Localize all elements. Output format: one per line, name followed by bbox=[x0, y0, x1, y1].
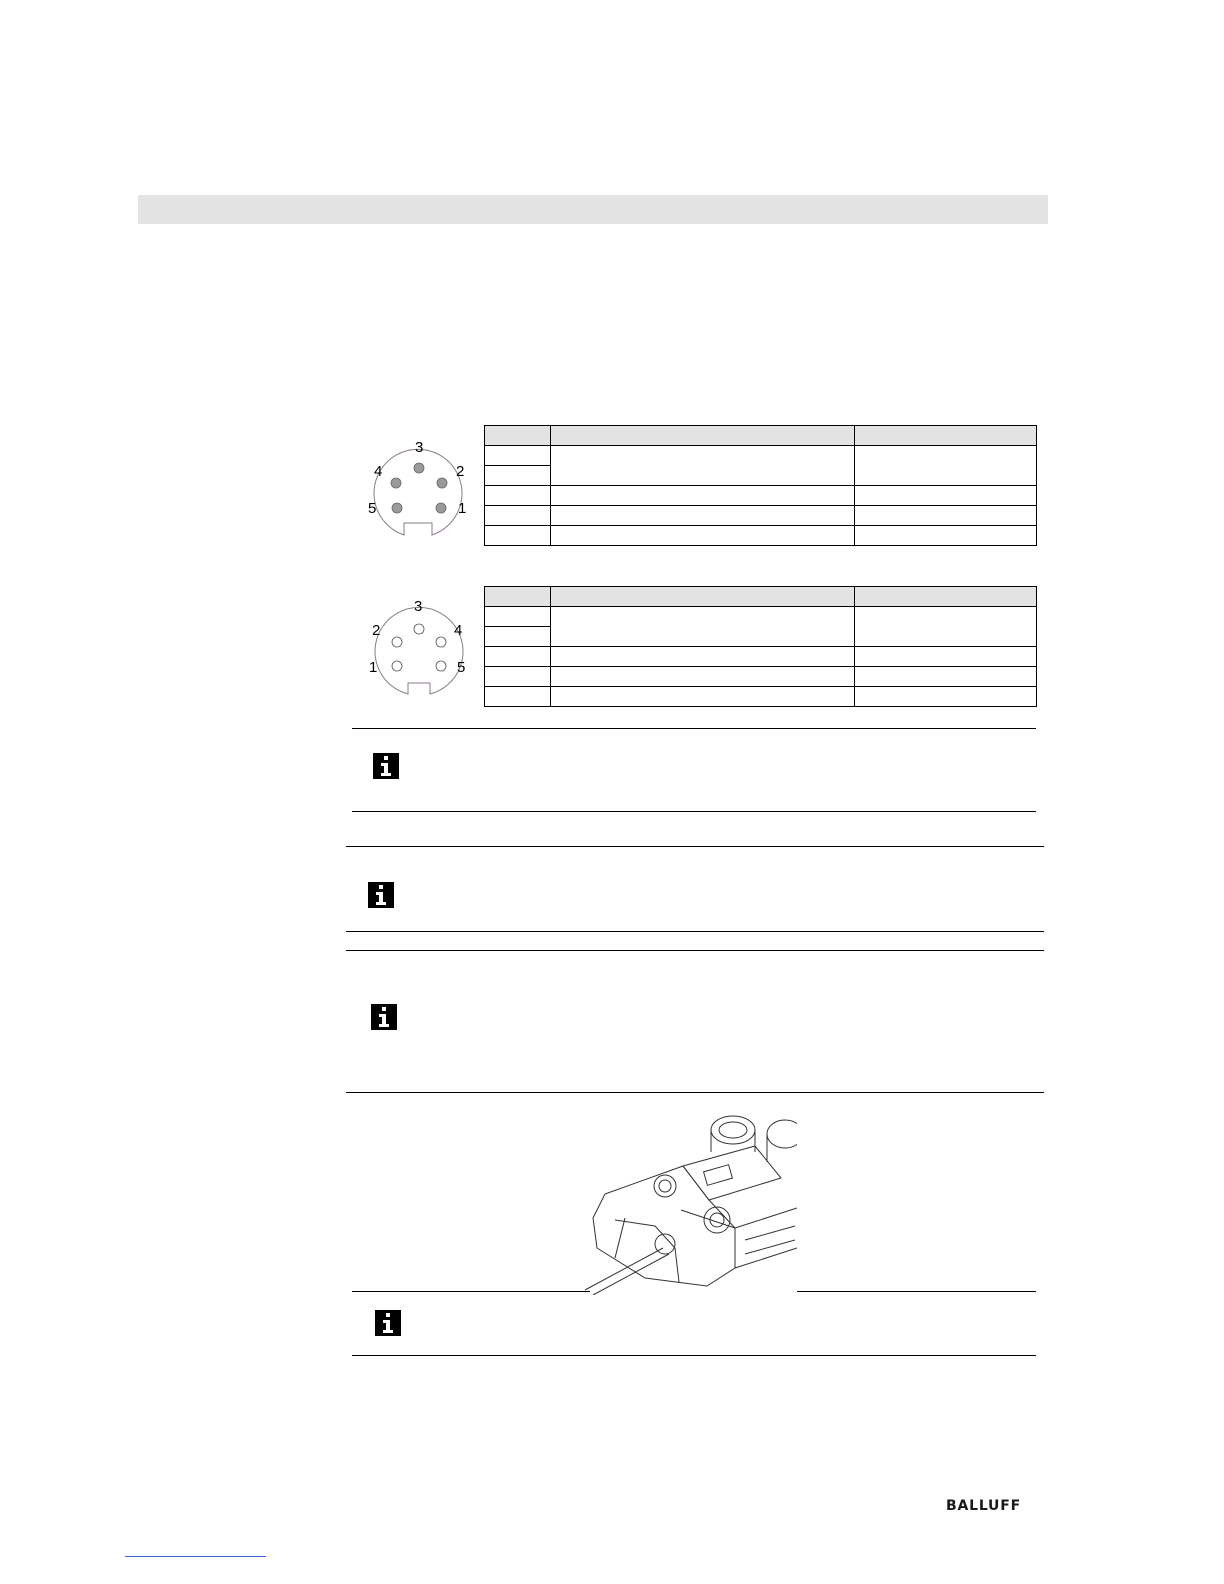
pin-label-5: 5 bbox=[368, 500, 377, 517]
info-icon bbox=[371, 1004, 397, 1030]
note-divider bbox=[352, 1291, 590, 1292]
connector-diagram-male bbox=[362, 596, 472, 706]
table-row bbox=[485, 667, 1037, 687]
pin-label-2: 2 bbox=[372, 622, 381, 639]
table-row bbox=[485, 446, 1037, 466]
note-divider bbox=[352, 728, 1036, 729]
info-icon bbox=[373, 753, 399, 779]
pin-label-1: 1 bbox=[458, 500, 467, 517]
info-icon bbox=[375, 1310, 401, 1336]
pin-label-4: 4 bbox=[454, 622, 463, 639]
device-illustration bbox=[585, 1108, 797, 1295]
table-row bbox=[485, 486, 1037, 506]
note-divider bbox=[346, 931, 1044, 932]
pin-label-5: 5 bbox=[457, 659, 466, 676]
info-icon bbox=[368, 882, 394, 908]
note-divider bbox=[352, 1355, 1036, 1356]
logo-text: BALLUFF bbox=[946, 1498, 1021, 1513]
note-divider bbox=[797, 1291, 1036, 1292]
table-row bbox=[485, 506, 1037, 526]
section-header-bar bbox=[138, 195, 1048, 224]
note-divider bbox=[346, 950, 1044, 951]
pin-label-2: 2 bbox=[456, 463, 465, 480]
pin-label-1: 1 bbox=[369, 659, 378, 676]
table-row bbox=[485, 607, 1037, 627]
note-divider bbox=[346, 1092, 1044, 1093]
note-divider bbox=[346, 846, 1044, 847]
pin-label-3: 3 bbox=[415, 439, 424, 456]
connector-diagram-female bbox=[362, 434, 472, 544]
footer-link[interactable] bbox=[125, 1556, 266, 1557]
pin-assignment-table-male bbox=[484, 586, 1037, 707]
pin-label-3: 3 bbox=[414, 598, 423, 615]
table-row bbox=[485, 526, 1037, 546]
table-row bbox=[485, 687, 1037, 707]
note-divider bbox=[352, 811, 1036, 812]
pin-label-4: 4 bbox=[374, 463, 383, 480]
pin-assignment-table-female bbox=[484, 425, 1037, 546]
table-row bbox=[485, 647, 1037, 667]
balluff-logo bbox=[946, 1497, 1030, 1518]
table-header-row bbox=[485, 426, 1037, 446]
table-header-row bbox=[485, 587, 1037, 607]
